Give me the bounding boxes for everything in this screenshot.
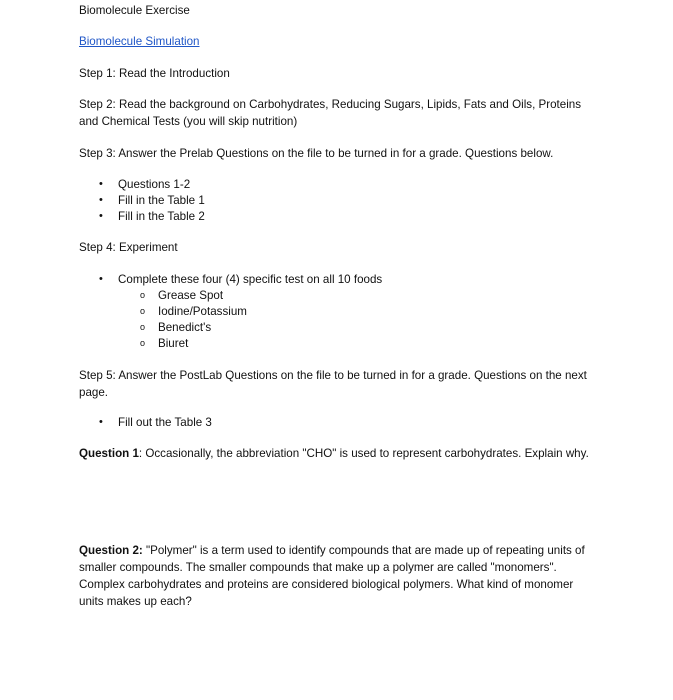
- question-2: [79, 542, 594, 610]
- step-1: Step 1: Read the Introduction: [79, 67, 230, 80]
- sub-list-item: [79, 287, 579, 304]
- sub-list-item-text: Grease Spot: [158, 289, 224, 302]
- list-item-text: Questions 1-2: [118, 178, 191, 191]
- bullet-icon: •: [99, 273, 103, 285]
- question-1-label: Question 1: [79, 447, 139, 460]
- bullet-icon: •: [99, 178, 103, 190]
- biomolecule-simulation-link-line: [79, 33, 594, 50]
- list-item: [79, 271, 579, 288]
- circle-bullet-icon: o: [140, 306, 146, 316]
- list-item: [79, 176, 579, 193]
- question-1: [79, 445, 594, 462]
- bullet-icon: •: [99, 416, 103, 428]
- bullet-icon: •: [99, 194, 103, 206]
- question-2-text: "Polymer" is a term used to identify compounds that are made up of repeating units of smaller compounds. The smaller compounds that make up a polymer are called "monomers". Complex carbohydrates and proteins are considered biological polymers. What kind of monomer units makes up each?: [79, 544, 585, 608]
- sub-list-item-text: Benedict's: [158, 321, 212, 334]
- question-1-text: : Occasionally, the abbreviation "CHO" is used to represent carbohydrates. Explain why.: [138, 447, 589, 460]
- document-title: Biomolecule Exercise: [79, 4, 190, 17]
- circle-bullet-icon: o: [140, 322, 146, 332]
- list-item: [79, 414, 579, 431]
- circle-bullet-icon: o: [140, 290, 146, 300]
- sub-list-item: [79, 335, 579, 352]
- step-4: Step 4: Experiment: [79, 241, 178, 254]
- step-2: Step 2: Read the background on Carbohydrates, Reducing Sugars, Lipids, Fats and Oils, Proteins and Chemical Tests (you will skip nutrition): [79, 98, 582, 128]
- bullet-icon: •: [99, 210, 103, 222]
- sub-list-item-text: Biuret: [158, 337, 189, 350]
- list-item: [79, 208, 579, 225]
- list-item-text: Fill in the Table 2: [118, 210, 205, 223]
- step-5: Step 5: Answer the PostLab Questions on the file to be turned in for a grade. Questions on the next page.: [79, 369, 587, 399]
- list-item-text: Fill out the Table 3: [118, 416, 212, 429]
- biomolecule-simulation-link[interactable]: Biomolecule Simulation: [79, 35, 200, 48]
- list-item-text: Complete these four (4) specific test on all 10 foods: [118, 273, 383, 286]
- question-2-label: Question 2:: [79, 544, 143, 557]
- sub-list-item: [79, 319, 579, 336]
- circle-bullet-icon: o: [140, 338, 146, 348]
- list-item: [79, 192, 579, 209]
- sub-list-item: [79, 303, 579, 320]
- list-item-text: Fill in the Table 1: [118, 194, 205, 207]
- step-3: Step 3: Answer the Prelab Questions on the file to be turned in for a grade. Questions below.: [79, 147, 554, 160]
- sub-list-item-text: Iodine/Potassium: [158, 305, 247, 318]
